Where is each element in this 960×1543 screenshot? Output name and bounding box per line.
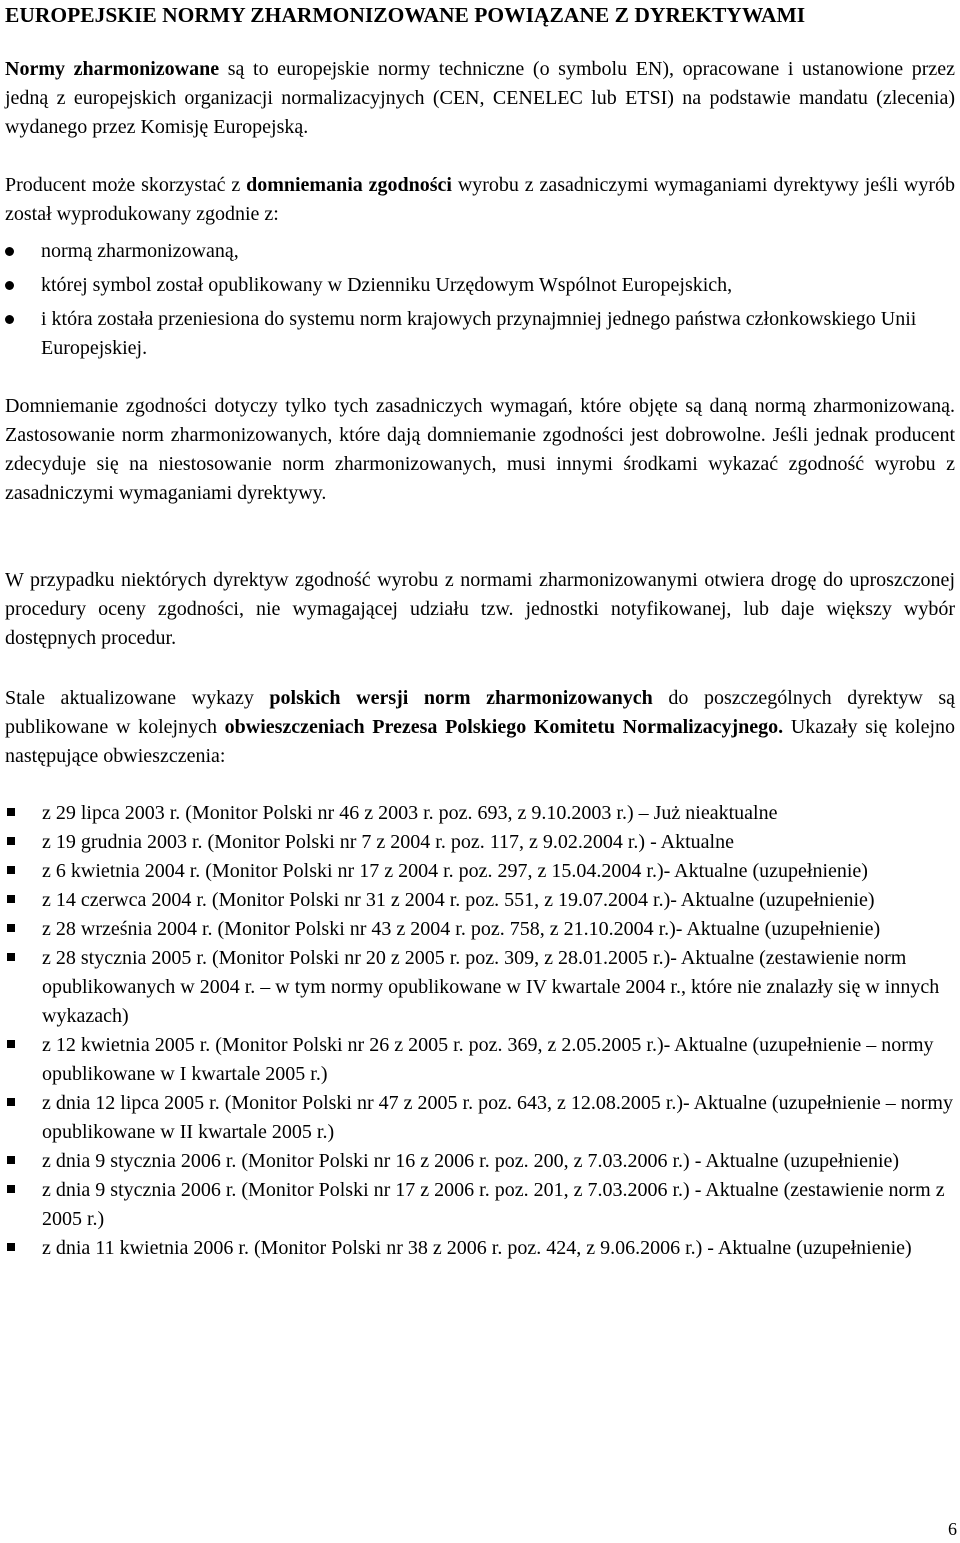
bullet-square-icon [7, 1040, 15, 1048]
bullet-square-icon [7, 953, 15, 961]
paragraph-text: Producent może skorzystać z [5, 174, 247, 196]
bold-term: obwieszczeniach Prezesa Polskiego Komitetu Normalizacyjnego. [224, 716, 784, 738]
list-item-text: z dnia 11 kwietnia 2006 r. (Monitor Polski nr 38 z 2006 r. poz. 424, z 9.06.2006 r.) - Aktualne (uzupełnienie) [42, 1237, 912, 1259]
list-item [5, 271, 955, 300]
list-item-text: normą zharmonizowaną, [41, 240, 239, 262]
paragraph-scope: Domniemanie zgodności dotyczy tylko tych zasadniczych wymagań, które objęte są daną normą zharmonizowaną. Zastosowanie norm zharmonizowanych, które dają domniemanie zgodności jest dobrowolne. Jeśli jednak producent zdecyduje się na niestosowanie norm zharmonizowanych, musi innymi środkami wykazać zgodność wyrobu z zasadniczymi wymaganiami dyrektywy. [5, 395, 955, 504]
paragraph-text: wyrobu z zasadniczymi wymaganiami dyrektywy jeśli wyrób został wyprodukowany zgodnie z: [5, 174, 955, 225]
bullet-square-icon [7, 1185, 15, 1193]
list-item [5, 1147, 955, 1176]
list-item [5, 857, 955, 886]
list-item-text: z dnia 9 stycznia 2006 r. (Monitor Polski nr 16 z 2006 r. poz. 200, z 7.03.2006 r.) - Aktualne (uzupełnienie) [42, 1150, 900, 1172]
bullet-square-icon [7, 837, 15, 845]
list-item-text: z dnia 9 stycznia 2006 r. (Monitor Polski nr 17 z 2006 r. poz. 201, z 7.03.2006 r.) - Aktualne (zestawienie norm z 2005 r.) [42, 1179, 945, 1230]
bullet-square-icon [7, 1098, 15, 1106]
bullet-dot-icon [5, 281, 14, 290]
page-number: 6 [948, 1519, 957, 1539]
paragraph-simplified-procedure: W przypadku niektórych dyrektyw zgodność wyrobu z normami zharmonizowanymi otwiera drogę do uproszczonej procedury oceny zgodności, nie wymagającej udziału tzw. jednostki notyfikowanej, lub daje większy wybór dostępnych procedur. [5, 569, 955, 649]
bullet-square-icon [7, 1243, 15, 1251]
bold-term: Normy zharmonizowane [5, 58, 220, 80]
bold-term: polskich wersji norm zharmonizowanych [269, 687, 653, 709]
list-item-text: z 12 kwietnia 2005 r. (Monitor Polski nr 26 z 2005 r. poz. 369, z 2.05.2005 r.)- Aktualne (uzupełnienie – normy opublikowane w I kwartale 2005 r.) [42, 1034, 934, 1085]
paragraph-text: Stale aktualizowane wykazy [5, 687, 270, 709]
page-title: EUROPEJSKIE NORMY ZHARMONIZOWANE POWIĄZANE Z DYREKTYWAMI [5, 3, 806, 27]
list-item [5, 915, 955, 944]
list-item-text: z 14 czerwca 2004 r. (Monitor Polski nr 31 z 2004 r. poz. 551, z 19.07.2004 r.)- Aktualne (uzupełnienie) [42, 889, 875, 911]
bullet-dot-icon [5, 247, 14, 256]
bullet-square-icon [7, 924, 15, 932]
bullet-square-icon [7, 1156, 15, 1164]
document-page [5, 0, 957, 1543]
list-item [5, 237, 955, 266]
list-item [5, 1176, 955, 1234]
list-item [5, 828, 955, 857]
paragraph-text: Ukazały się kolejno następujące obwieszczenia: [5, 716, 956, 767]
bullet-square-icon [7, 895, 15, 903]
paragraph-text: są to europejskie normy techniczne (o symbolu EN), opracowane i ustanowione przez jedną z europejskich organizacji normalizacyjnych (CEN, CENELEC lub ETSI) na podstawie mandatu (zlecenia) wydanego przez Komisję Europejską. [5, 58, 955, 138]
announcements-list [5, 799, 955, 1263]
list-item-text: z 6 kwietnia 2004 r. (Monitor Polski nr 17 z 2004 r. poz. 297, z 15.04.2004 r.)- Aktualne (uzupełnienie) [42, 860, 868, 882]
list-item-text: z 28 września 2004 r. (Monitor Polski nr 43 z 2004 r. poz. 758, z 21.10.2004 r.)- Aktualne (uzupełnienie) [42, 918, 881, 940]
list-item [5, 799, 955, 828]
list-item-text: i która została przeniesiona do systemu norm krajowych przynajmniej jednego państwa członkowskiego Unii Europejskiej. [41, 308, 917, 359]
list-item-text: której symbol został opublikowany w Dzienniku Urzędowym Wspólnot Europejskich, [41, 274, 733, 296]
list-item-text: z dnia 12 lipca 2005 r. (Monitor Polski nr 47 z 2005 r. poz. 643, z 12.08.2005 r.)- Aktualne (uzupełnienie – normy opublikowane w II kwartale 2005 r.) [42, 1092, 953, 1143]
list-item [5, 1089, 955, 1147]
list-item-text: z 28 stycznia 2005 r. (Monitor Polski nr 20 z 2005 r. poz. 309, z 28.01.2005 r.)- Aktualne (zestawienie norm opublikowanych w 2004 r. – w tym normy opublikowane w IV kwartale 2004 r., które nie znalazły się w innych wykazach) [42, 947, 940, 1027]
paragraph-text: do poszczególnych dyrektyw są publikowane w kolejnych [5, 687, 956, 738]
bold-term: domniemania zgodności [246, 174, 452, 196]
paragraph-presumption [5, 171, 955, 229]
list-item [5, 305, 955, 363]
list-item [5, 944, 955, 1031]
bullet-dot-icon [5, 315, 14, 324]
list-item [5, 1031, 955, 1089]
paragraph-harmonized-standards [5, 55, 955, 142]
list-item-text: z 19 grudnia 2003 r. (Monitor Polski nr 7 z 2004 r. poz. 117, z 9.02.2004 r.) - Aktualne [42, 831, 734, 853]
list-item [5, 1234, 955, 1263]
bullet-square-icon [7, 866, 15, 874]
list-item [5, 886, 955, 915]
conditions-list [5, 237, 955, 368]
paragraph-announcements-intro [5, 684, 955, 771]
bullet-square-icon [7, 808, 15, 816]
list-item-text: z 29 lipca 2003 r. (Monitor Polski nr 46 z 2003 r. poz. 693, z 9.10.2003 r.) – Już nieaktualne [42, 802, 778, 824]
